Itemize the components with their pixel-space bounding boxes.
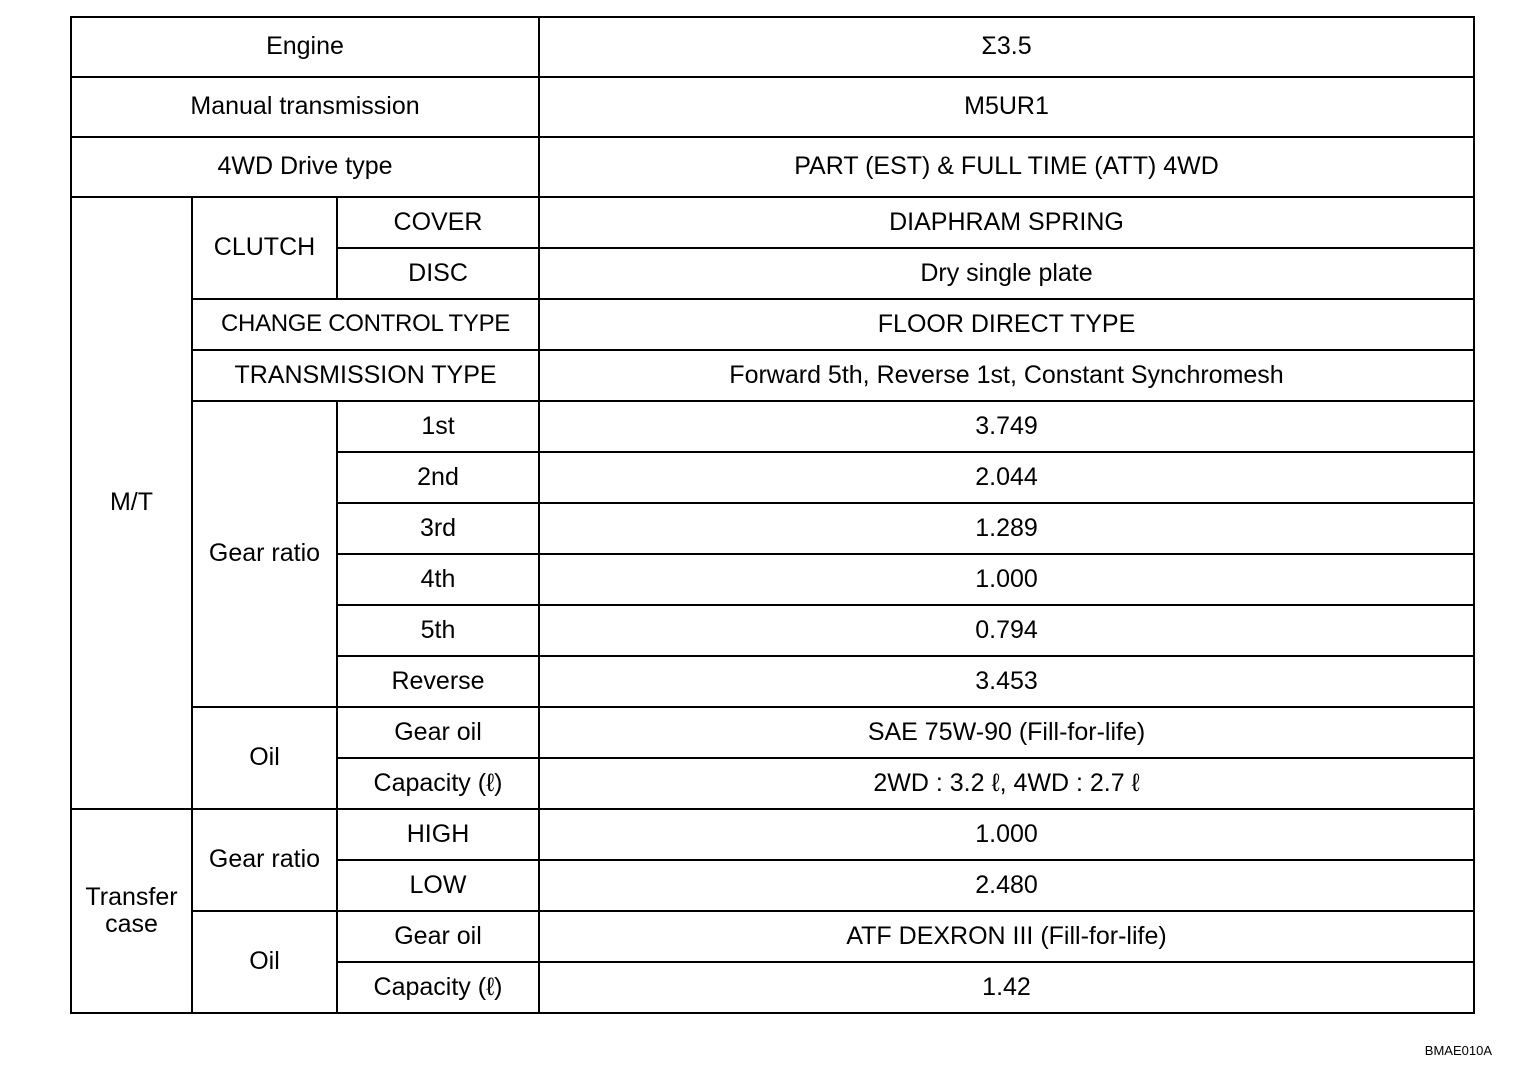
drive-type-value: PART (EST) & FULL TIME (ATT) 4WD <box>539 137 1474 197</box>
transfer-gear-ratio-label: Gear ratio <box>192 809 337 911</box>
table-row <box>71 401 1474 452</box>
gear-3rd-label: 3rd <box>337 503 539 554</box>
transfer-high-value: 1.000 <box>539 809 1474 860</box>
gear-4th-label: 4th <box>337 554 539 605</box>
gear-2nd-label: 2nd <box>337 452 539 503</box>
mt-gear-oil-value: SAE 75W-90 (Fill-for-life) <box>539 707 1474 758</box>
manual-transmission-value: M5UR1 <box>539 77 1474 137</box>
table-row <box>71 17 1474 77</box>
transfer-capacity-label: Capacity (ℓ) <box>337 962 539 1013</box>
transmission-type-label: TRANSMISSION TYPE <box>192 350 539 401</box>
gear-1st-label: 1st <box>337 401 539 452</box>
engine-label: Engine <box>71 17 539 77</box>
mt-oil-label: Oil <box>192 707 337 809</box>
table-row <box>71 77 1474 137</box>
gear-3rd-value: 1.289 <box>539 503 1474 554</box>
transmission-type-value: Forward 5th, Reverse 1st, Constant Synchromesh <box>539 350 1474 401</box>
table-row <box>71 707 1474 758</box>
spec-table <box>70 16 1475 1014</box>
mt-section-label: M/T <box>71 197 192 809</box>
drive-type-label: 4WD Drive type <box>71 137 539 197</box>
mt-gear-ratio-label: Gear ratio <box>192 401 337 707</box>
gear-reverse-label: Reverse <box>337 656 539 707</box>
transfer-high-label: HIGH <box>337 809 539 860</box>
engine-value: Σ3.5 <box>539 17 1474 77</box>
gear-5th-value: 0.794 <box>539 605 1474 656</box>
table-row <box>71 350 1474 401</box>
clutch-cover-value: DIAPHRAM SPRING <box>539 197 1474 248</box>
manual-transmission-label: Manual transmission <box>71 77 539 137</box>
document-code: BMAE010A <box>1424 1043 1492 1058</box>
gear-2nd-value: 2.044 <box>539 452 1474 503</box>
transfer-section-label: Transfer case <box>71 809 192 1013</box>
transfer-gear-oil-label: Gear oil <box>337 911 539 962</box>
gear-4th-value: 1.000 <box>539 554 1474 605</box>
mt-gear-oil-label: Gear oil <box>337 707 539 758</box>
clutch-disc-value: Dry single plate <box>539 248 1474 299</box>
change-control-value: FLOOR DIRECT TYPE <box>539 299 1474 350</box>
transfer-low-label: LOW <box>337 860 539 911</box>
gear-5th-label: 5th <box>337 605 539 656</box>
transfer-gear-oil-value: ATF DEXRON III (Fill-for-life) <box>539 911 1474 962</box>
clutch-disc-label: DISC <box>337 248 539 299</box>
transfer-capacity-value: 1.42 <box>539 962 1474 1013</box>
clutch-label: CLUTCH <box>192 197 337 299</box>
table-row <box>71 911 1474 962</box>
transfer-oil-label: Oil <box>192 911 337 1013</box>
change-control-label: CHANGE CONTROL TYPE <box>192 299 539 350</box>
mt-capacity-label: Capacity (ℓ) <box>337 758 539 809</box>
transfer-low-value: 2.480 <box>539 860 1474 911</box>
gear-1st-value: 3.749 <box>539 401 1474 452</box>
table-row <box>71 197 1474 248</box>
table-row <box>71 137 1474 197</box>
clutch-cover-label: COVER <box>337 197 539 248</box>
table-row <box>71 299 1474 350</box>
mt-capacity-value: 2WD : 3.2 ℓ, 4WD : 2.7 ℓ <box>539 758 1474 809</box>
table-row <box>71 809 1474 860</box>
gear-reverse-value: 3.453 <box>539 656 1474 707</box>
